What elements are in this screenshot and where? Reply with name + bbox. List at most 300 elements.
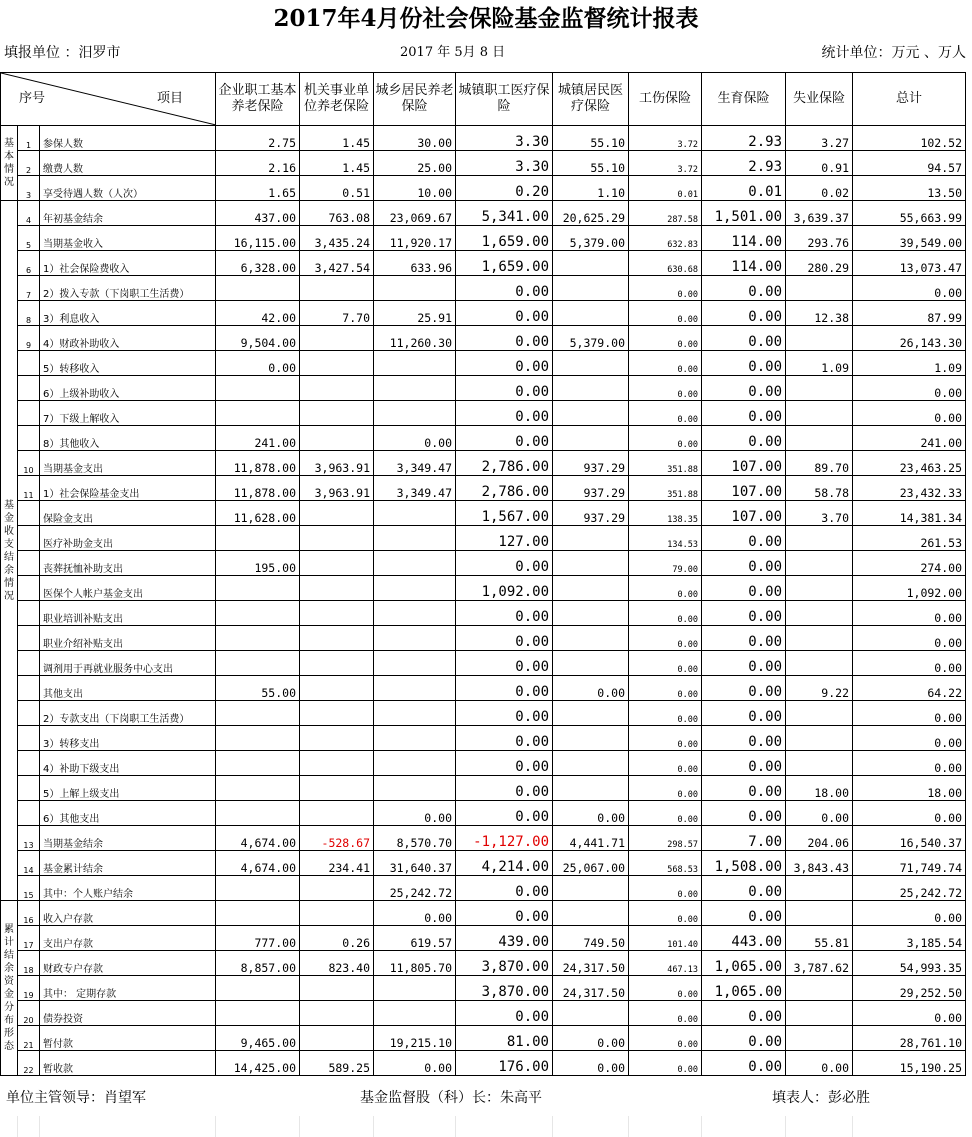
report-table — [0, 72, 966, 1076]
value-cell: 13,073.47 — [853, 251, 966, 276]
value-cell — [300, 801, 374, 826]
group-accumulated-distribution: 累计结余资金分布形态 — [1, 901, 18, 1076]
value-cell — [553, 701, 629, 726]
value-cell — [553, 751, 629, 776]
value-cell: 632.83 — [629, 226, 702, 251]
value-cell — [374, 726, 456, 751]
value-cell: 0.20 — [456, 176, 553, 201]
value-cell — [786, 726, 853, 751]
value-cell — [300, 626, 374, 651]
value-cell — [374, 576, 456, 601]
value-cell: 1.45 — [300, 126, 374, 151]
value-cell — [300, 276, 374, 301]
value-cell: 3.27 — [786, 126, 853, 151]
value-cell: 0.01 — [629, 176, 702, 201]
value-cell — [374, 351, 456, 376]
value-cell — [216, 576, 300, 601]
value-cell: 0.00 — [853, 726, 966, 751]
value-cell: 0.00 — [853, 376, 966, 401]
table-row — [1, 776, 966, 801]
row-number — [18, 751, 40, 776]
value-cell: 0.00 — [702, 776, 786, 801]
table-row — [1, 751, 966, 776]
header-seq: 序号 — [19, 91, 46, 106]
row-number: 15 — [18, 876, 40, 901]
value-cell: 568.53 — [629, 851, 702, 876]
value-cell — [786, 601, 853, 626]
header-injury-insurance: 工伤保险 — [629, 73, 702, 126]
value-cell: 1,567.00 — [456, 501, 553, 526]
value-cell — [786, 1001, 853, 1026]
value-cell: 0.00 — [456, 801, 553, 826]
row-number: 17 — [18, 926, 40, 951]
value-cell: 937.29 — [553, 476, 629, 501]
value-cell: 0.00 — [629, 576, 702, 601]
value-cell: 107.00 — [702, 501, 786, 526]
value-cell — [553, 426, 629, 451]
value-cell: 94.57 — [853, 151, 966, 176]
row-number: 4 — [18, 201, 40, 226]
value-cell: 0.00 — [702, 576, 786, 601]
value-cell: 87.99 — [853, 301, 966, 326]
value-cell: 1,092.00 — [853, 576, 966, 601]
value-cell: 0.00 — [629, 1051, 702, 1076]
table-row — [1, 251, 966, 276]
value-cell — [553, 376, 629, 401]
value-cell: 3,870.00 — [456, 976, 553, 1001]
value-cell: 351.88 — [629, 476, 702, 501]
value-cell: 0.00 — [629, 351, 702, 376]
row-number: 21 — [18, 1026, 40, 1051]
row-number — [18, 801, 40, 826]
value-cell: 195.00 — [216, 551, 300, 576]
value-cell: 31,640.37 — [374, 851, 456, 876]
value-cell: 4,441.71 — [553, 826, 629, 851]
value-cell — [216, 526, 300, 551]
value-cell: 0.00 — [553, 1051, 629, 1076]
value-cell: 0.00 — [629, 626, 702, 651]
value-cell: 16,540.37 — [853, 826, 966, 851]
row-number: 9 — [18, 326, 40, 351]
value-cell — [300, 976, 374, 1001]
table-row — [1, 626, 966, 651]
value-cell: 9,465.00 — [216, 1026, 300, 1051]
value-cell: 11,878.00 — [216, 476, 300, 501]
value-cell: 0.00 — [629, 326, 702, 351]
value-cell: 0.00 — [456, 1001, 553, 1026]
value-cell: 0.26 — [300, 926, 374, 951]
value-cell: 261.53 — [853, 526, 966, 551]
value-cell: 7.70 — [300, 301, 374, 326]
value-cell: 0.00 — [456, 351, 553, 376]
table-row — [1, 501, 966, 526]
row-number — [18, 776, 40, 801]
row-item-label: 6）上级补助收入 — [40, 376, 216, 401]
table-row — [1, 826, 966, 851]
value-cell: 0.00 — [456, 751, 553, 776]
value-cell: 0.00 — [456, 601, 553, 626]
table-row — [1, 676, 966, 701]
value-cell: 204.06 — [786, 826, 853, 851]
value-cell — [786, 526, 853, 551]
value-cell — [786, 426, 853, 451]
value-cell: 0.00 — [629, 901, 702, 926]
value-cell: 2.75 — [216, 126, 300, 151]
value-cell: 0.00 — [456, 401, 553, 426]
header-total: 总计 — [853, 73, 966, 126]
value-cell: 1.09 — [853, 351, 966, 376]
value-cell — [216, 651, 300, 676]
value-cell — [300, 726, 374, 751]
value-cell: 12.38 — [786, 301, 853, 326]
table-row — [1, 351, 966, 376]
value-cell — [553, 776, 629, 801]
value-cell: 1,508.00 — [702, 851, 786, 876]
row-item-label: 基金累计结余 — [40, 851, 216, 876]
value-cell — [374, 676, 456, 701]
value-cell: 274.00 — [853, 551, 966, 576]
value-cell: 11,628.00 — [216, 501, 300, 526]
value-cell: 0.00 — [553, 801, 629, 826]
value-cell: 3,349.47 — [374, 451, 456, 476]
value-cell: 1.45 — [300, 151, 374, 176]
value-cell: 3,870.00 — [456, 951, 553, 976]
row-item-label: 职业介绍补贴支出 — [40, 626, 216, 651]
value-cell: 3.72 — [629, 151, 702, 176]
value-cell: 0.00 — [702, 876, 786, 901]
header-seq-item-cell — [1, 73, 216, 126]
value-cell — [553, 551, 629, 576]
value-cell: 3,435.24 — [300, 226, 374, 251]
footer-leader: 单位主管领导：肖望军 — [6, 1090, 146, 1106]
value-cell: 0.00 — [853, 801, 966, 826]
value-cell — [786, 1026, 853, 1051]
value-cell: 7.00 — [702, 826, 786, 851]
value-cell: 1,659.00 — [456, 251, 553, 276]
value-cell — [216, 876, 300, 901]
row-item-label: 当期基金收入 — [40, 226, 216, 251]
value-cell: 9.22 — [786, 676, 853, 701]
value-cell: 823.40 — [300, 951, 374, 976]
value-cell: 0.00 — [456, 776, 553, 801]
row-number — [18, 376, 40, 401]
row-number: 2 — [18, 151, 40, 176]
value-cell — [216, 901, 300, 926]
value-cell: 0.00 — [702, 1001, 786, 1026]
value-cell: 0.00 — [702, 376, 786, 401]
value-cell: 0.00 — [702, 651, 786, 676]
value-cell: -528.67 — [300, 826, 374, 851]
value-cell — [553, 601, 629, 626]
value-cell: 437.00 — [216, 201, 300, 226]
value-cell — [786, 276, 853, 301]
value-cell: 1.65 — [216, 176, 300, 201]
value-cell — [300, 526, 374, 551]
row-number: 3 — [18, 176, 40, 201]
value-cell: 138.35 — [629, 501, 702, 526]
row-number — [18, 576, 40, 601]
row-number — [18, 626, 40, 651]
value-cell: 439.00 — [456, 926, 553, 951]
value-cell: 0.51 — [300, 176, 374, 201]
value-cell — [216, 701, 300, 726]
value-cell: 0.00 — [786, 1051, 853, 1076]
value-cell: 11,878.00 — [216, 451, 300, 476]
value-cell: 102.52 — [853, 126, 966, 151]
value-cell: 0.00 — [853, 651, 966, 676]
row-item-label: 4）补助下级支出 — [40, 751, 216, 776]
row-item-label: 参保人数 — [40, 126, 216, 151]
value-cell: 0.00 — [456, 701, 553, 726]
value-cell — [300, 551, 374, 576]
value-cell: 0.00 — [702, 1051, 786, 1076]
value-cell: 3.72 — [629, 126, 702, 151]
row-item-label: 医疗补助金支出 — [40, 526, 216, 551]
row-item-label: 暂付款 — [40, 1026, 216, 1051]
value-cell: 3,349.47 — [374, 476, 456, 501]
value-cell — [786, 651, 853, 676]
header-enterprise-pension: 企业职工基本养老保险 — [216, 73, 300, 126]
value-cell: 58.78 — [786, 476, 853, 501]
value-cell: 0.00 — [629, 376, 702, 401]
value-cell: 25.00 — [374, 151, 456, 176]
row-number: 22 — [18, 1051, 40, 1076]
value-cell: 749.50 — [553, 926, 629, 951]
value-cell — [216, 601, 300, 626]
value-cell: 54,993.35 — [853, 951, 966, 976]
value-cell — [216, 976, 300, 1001]
value-cell: 114.00 — [702, 226, 786, 251]
table-row — [1, 526, 966, 551]
value-cell — [216, 801, 300, 826]
header-institution-pension: 机关事业单位养老保险 — [300, 73, 374, 126]
value-cell: 3,963.91 — [300, 451, 374, 476]
value-cell: 0.00 — [374, 801, 456, 826]
row-item-label: 债券投资 — [40, 1001, 216, 1026]
table-row — [1, 1051, 966, 1076]
value-cell: 0.00 — [456, 326, 553, 351]
value-cell: 11,260.30 — [374, 326, 456, 351]
value-cell: 3,427.54 — [300, 251, 374, 276]
table-row — [1, 201, 966, 226]
value-cell: 1.10 — [553, 176, 629, 201]
value-cell — [553, 1001, 629, 1026]
table-row — [1, 151, 966, 176]
row-item-label: 当期基金支出 — [40, 451, 216, 476]
value-cell: 0.00 — [702, 751, 786, 776]
row-item-label: 调剂用于再就业服务中心支出 — [40, 651, 216, 676]
value-cell: 1.09 — [786, 351, 853, 376]
row-item-label: 当期基金结余 — [40, 826, 216, 851]
value-cell — [786, 626, 853, 651]
value-cell — [374, 276, 456, 301]
value-cell: 0.00 — [456, 901, 553, 926]
value-cell: 28,761.10 — [853, 1026, 966, 1051]
table-row — [1, 226, 966, 251]
row-number — [18, 526, 40, 551]
table-row — [1, 851, 966, 876]
table-row — [1, 876, 966, 901]
value-cell — [786, 376, 853, 401]
value-cell — [374, 776, 456, 801]
value-cell: 0.00 — [629, 1026, 702, 1051]
value-cell — [300, 876, 374, 901]
row-number: 14 — [18, 851, 40, 876]
value-cell: 5,341.00 — [456, 201, 553, 226]
value-cell: 16,115.00 — [216, 226, 300, 251]
value-cell: 0.91 — [786, 151, 853, 176]
row-item-label: 1）社会保险基金支出 — [40, 476, 216, 501]
table-row — [1, 126, 966, 151]
value-cell: 630.68 — [629, 251, 702, 276]
value-cell: 18.00 — [786, 776, 853, 801]
value-cell: 0.00 — [629, 701, 702, 726]
value-cell: 0.00 — [853, 901, 966, 926]
value-cell — [553, 526, 629, 551]
value-cell: 0.00 — [702, 276, 786, 301]
value-cell: 107.00 — [702, 476, 786, 501]
table-row — [1, 376, 966, 401]
header-maternity-insurance: 生育保险 — [702, 73, 786, 126]
row-number: 8 — [18, 301, 40, 326]
row-item-label: 5）上解上级支出 — [40, 776, 216, 801]
value-cell: 23,069.67 — [374, 201, 456, 226]
value-cell: 0.00 — [456, 676, 553, 701]
value-cell: 107.00 — [702, 451, 786, 476]
table-row — [1, 326, 966, 351]
row-number: 7 — [18, 276, 40, 301]
value-cell — [300, 701, 374, 726]
table-row — [1, 401, 966, 426]
value-cell: 0.00 — [629, 601, 702, 626]
value-cell: 0.00 — [456, 651, 553, 676]
value-cell: 467.13 — [629, 951, 702, 976]
value-cell: 0.00 — [629, 276, 702, 301]
value-cell: 14,425.00 — [216, 1051, 300, 1076]
table-row — [1, 651, 966, 676]
value-cell: 25,242.72 — [853, 876, 966, 901]
value-cell — [216, 276, 300, 301]
row-item-label: 5）转移收入 — [40, 351, 216, 376]
value-cell: 14,381.34 — [853, 501, 966, 526]
value-cell: 3,963.91 — [300, 476, 374, 501]
value-cell — [300, 601, 374, 626]
value-cell: 89.70 — [786, 451, 853, 476]
row-number — [18, 426, 40, 451]
value-cell: 0.00 — [629, 976, 702, 1001]
value-cell — [216, 401, 300, 426]
value-cell: 0.00 — [629, 726, 702, 751]
table-row — [1, 1026, 966, 1051]
sheet-gridlines — [0, 1116, 972, 1137]
row-number: 18 — [18, 951, 40, 976]
value-cell: 1,065.00 — [702, 951, 786, 976]
value-cell — [374, 1001, 456, 1026]
value-cell: 3,787.62 — [786, 951, 853, 976]
value-cell: 0.00 — [702, 351, 786, 376]
value-cell: 0.00 — [456, 551, 553, 576]
row-item-label: 缴费人数 — [40, 151, 216, 176]
value-cell: 11,920.17 — [374, 226, 456, 251]
row-number — [18, 501, 40, 526]
value-cell: 101.40 — [629, 926, 702, 951]
value-cell: 0.00 — [702, 301, 786, 326]
value-cell — [300, 376, 374, 401]
row-item-label: 支出户存款 — [40, 926, 216, 951]
value-cell — [374, 701, 456, 726]
table-row — [1, 176, 966, 201]
value-cell: 0.00 — [853, 276, 966, 301]
value-cell — [553, 626, 629, 651]
value-cell — [553, 576, 629, 601]
value-cell: 3,639.37 — [786, 201, 853, 226]
row-item-label: 7）下级上解收入 — [40, 401, 216, 426]
value-cell: 0.00 — [702, 426, 786, 451]
row-item-label: 4）财政补助收入 — [40, 326, 216, 351]
value-cell: 64.22 — [853, 676, 966, 701]
row-item-label: 其中： 定期存款 — [40, 976, 216, 1001]
value-cell: 0.00 — [853, 1001, 966, 1026]
value-cell: 234.41 — [300, 851, 374, 876]
value-cell: 134.53 — [629, 526, 702, 551]
value-cell — [300, 1026, 374, 1051]
value-cell: 0.00 — [702, 326, 786, 351]
row-number: 6 — [18, 251, 40, 276]
value-cell: 2.16 — [216, 151, 300, 176]
value-cell: 2.93 — [702, 126, 786, 151]
value-cell: 298.57 — [629, 826, 702, 851]
value-cell: 18.00 — [853, 776, 966, 801]
row-item-label: 其中：个人账户结余 — [40, 876, 216, 901]
row-number — [18, 551, 40, 576]
value-cell: 0.00 — [553, 676, 629, 701]
value-cell: 114.00 — [702, 251, 786, 276]
value-cell: 0.01 — [702, 176, 786, 201]
value-cell: 0.00 — [702, 726, 786, 751]
value-cell — [786, 326, 853, 351]
table-row — [1, 951, 966, 976]
table-row — [1, 926, 966, 951]
value-cell: 0.00 — [374, 1051, 456, 1076]
value-cell: 589.25 — [300, 1051, 374, 1076]
value-cell: 127.00 — [456, 526, 553, 551]
value-cell: 443.00 — [702, 926, 786, 951]
value-cell — [553, 876, 629, 901]
value-cell: 3,843.43 — [786, 851, 853, 876]
value-cell: 0.00 — [374, 426, 456, 451]
row-number: 16 — [18, 901, 40, 926]
group-basic-info: 基本情况 — [1, 126, 18, 201]
value-cell: 0.00 — [456, 376, 553, 401]
table-row — [1, 976, 966, 1001]
value-cell: 25.91 — [374, 301, 456, 326]
value-cell: 0.00 — [629, 301, 702, 326]
value-cell: 19,215.10 — [374, 1026, 456, 1051]
value-cell: 937.29 — [553, 501, 629, 526]
report-date: 2017 年 5月 8 日 — [400, 45, 506, 60]
value-cell: 0.00 — [374, 901, 456, 926]
table-row — [1, 451, 966, 476]
value-cell: 0.00 — [629, 1001, 702, 1026]
value-cell: 0.00 — [853, 601, 966, 626]
table-row — [1, 301, 966, 326]
table-row — [1, 1001, 966, 1026]
row-number — [18, 676, 40, 701]
value-cell: 280.29 — [786, 251, 853, 276]
value-cell — [786, 701, 853, 726]
value-cell — [374, 751, 456, 776]
value-cell: 0.00 — [853, 751, 966, 776]
